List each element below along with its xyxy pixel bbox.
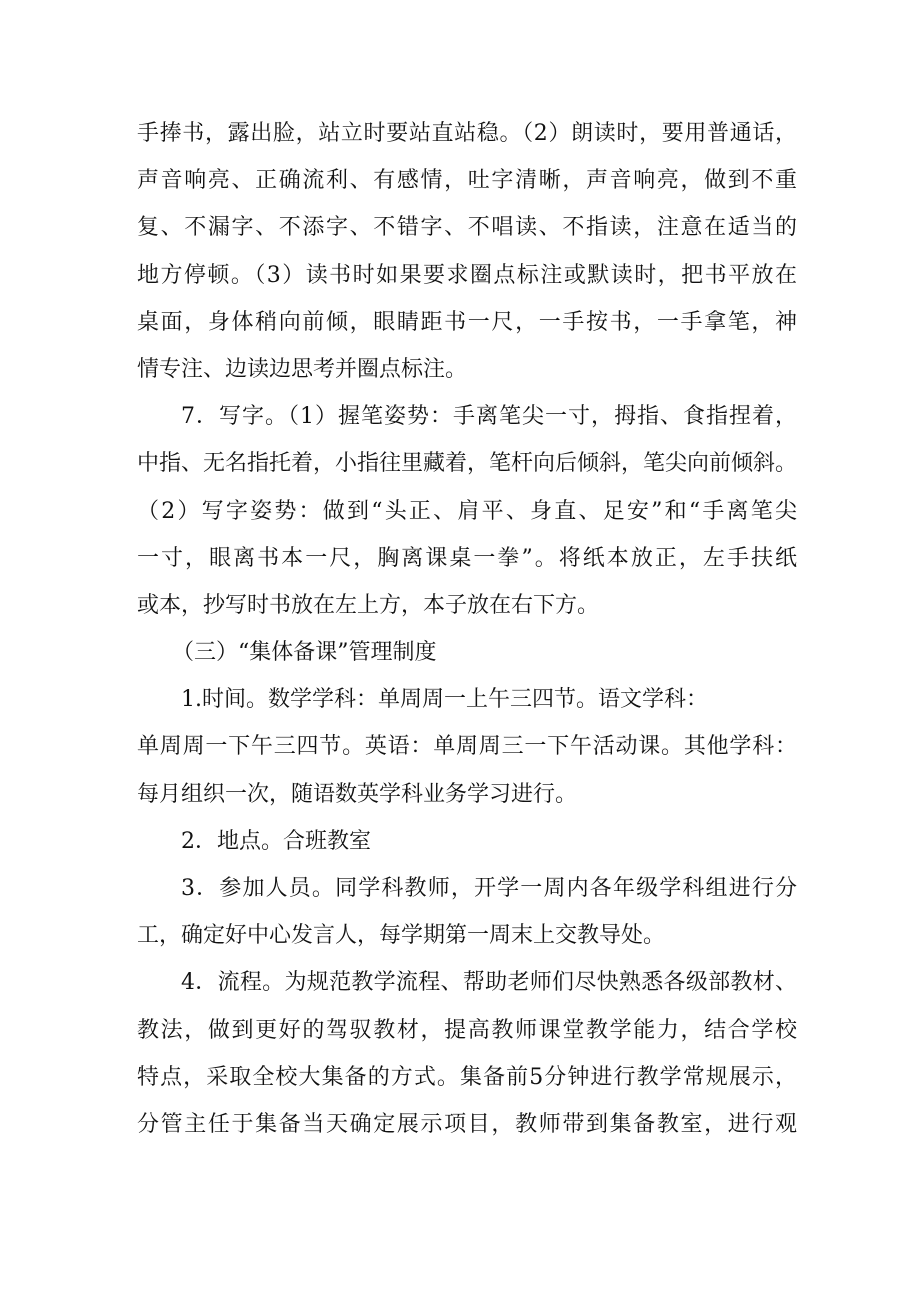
text-line: 3．参加人员。同学科教师，开学一周内各年级学科组进行分 — [181, 876, 797, 901]
text-line: 一寸，眼离书本一尺，胸离课桌一拳”。将纸本放正，左手扶纸 — [137, 545, 797, 571]
text-line: 2．地点。合班教室 — [181, 828, 371, 854]
text-line: 地方停顿。（3）读书时如果要求圈点标注或默读时，把书平放在 — [137, 262, 797, 288]
text-line: 单周周一下午三四节。英语：单周周三一下午活动课。其他学科： — [137, 734, 797, 760]
text-line: 情专注、边读边思考并圈点标注。 — [137, 356, 468, 382]
text-line: 复、不漏字、不添字、不错字、不唱读、不指读，注意在适当的 — [137, 215, 797, 241]
section-heading: （三）“集体备课”管理制度 — [172, 640, 437, 666]
text-line: 4．流程。为规范教学流程、帮助老师们尽快熟悉各级部教材、 — [181, 970, 797, 996]
text-line: 特点，采取全校大集备的方式。集备前5分钟进行教学常规展示， — [137, 1064, 797, 1090]
text-line: 分管主任于集备当天确定展示项目，教师带到集备教室，进行观 — [137, 1111, 797, 1137]
text-line: 声音响亮、正确流利、有感情，吐字清晰，声音响亮，做到不重 — [137, 168, 797, 194]
text-line: 或本，抄写时书放在左上方，本子放在右下方。 — [137, 592, 600, 618]
text-line: 工，确定好中心发言人，每学期第一周末上交教导处。 — [137, 923, 666, 949]
text-line: 1.时间。数学学科：单周周一上午三四节。语文学科： — [181, 687, 708, 713]
text-line: 手捧书，露出脸，站立时要站直站稳。（2）朗读时，要用普通话， — [137, 121, 797, 146]
text-line: （2）写字姿势：做到“头正、肩平、身直、足安”和“手离笔尖 — [137, 498, 797, 524]
text-line: 中指、无名指托着，小指往里藏着，笔杆向后倾斜，笔尖向前倾斜。 — [137, 451, 798, 477]
text-line: 桌面，身体稍向前倾，眼睛距书一尺，一手按书，一手拿笔，神 — [137, 309, 797, 335]
text-line: 每月组织一次，随语数英学科业务学习进行。 — [137, 781, 578, 807]
text-line: 教法，做到更好的驾驭教材，提高教师课堂教学能力，结合学校 — [137, 1017, 797, 1043]
body-text — [137, 110, 797, 1148]
text-line: 7．写字。（1）握笔姿势：手离笔尖一寸，拇指、食指捏着， — [181, 404, 797, 430]
